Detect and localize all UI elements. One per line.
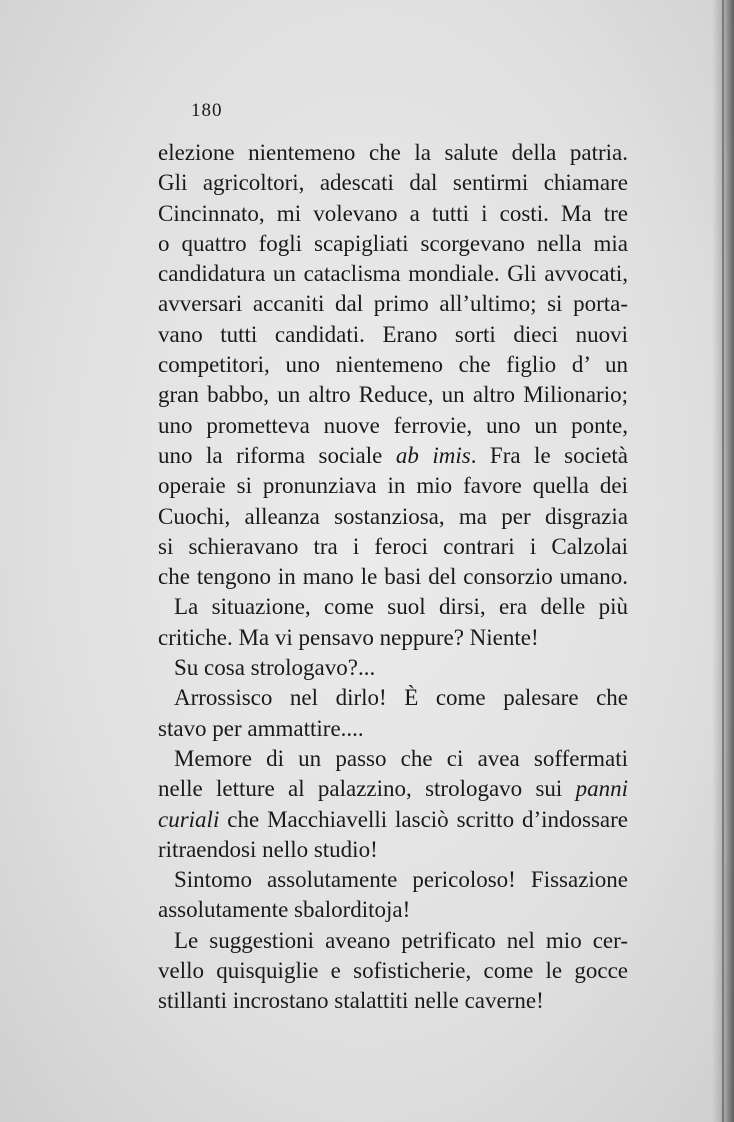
line-text: uno la riforma sociale <box>158 442 396 468</box>
text-line <box>158 502 628 532</box>
text-line <box>158 895 628 925</box>
text-line <box>158 168 628 198</box>
italic-text: ab imis <box>395 442 471 468</box>
text-line <box>158 926 628 956</box>
line-text: nelle letture al palazzino, strologavo sui <box>158 776 563 802</box>
page-edge-line <box>722 0 724 1122</box>
line-text: . Fra le società <box>470 442 628 468</box>
line-text: La situazione, come suol dirsi, era delle più <box>174 594 628 620</box>
line-text: operaie si pronunziava in mio favore quella dei <box>158 473 628 499</box>
italic-text: panni <box>575 776 628 802</box>
text-line <box>158 380 628 410</box>
text-line <box>158 653 628 683</box>
line-text: che tengono in mano le basi del consorzio umano. <box>158 564 628 590</box>
line-text: Arrossisco nel dirlo! È come palesare che <box>174 685 628 711</box>
text-line <box>158 623 628 653</box>
line-text: uno prometteva nuove ferrovie, uno un ponte, <box>158 412 628 438</box>
text-line <box>158 289 628 319</box>
line-text: assolutamente sbalorditoja! <box>158 897 411 923</box>
text-line <box>158 592 628 622</box>
text-line <box>158 744 628 774</box>
line-text: vello quisquiglie e sofisticherie, come le gocce <box>158 958 628 984</box>
text-line <box>158 956 628 986</box>
line-text: Su cosa strologavo?... <box>174 655 376 681</box>
line-text: gran babbo, un altro Reduce, un altro Milionario; <box>158 382 628 408</box>
line-text: Cuochi, alleanza sostanziosa, ma per disgrazia <box>158 503 628 529</box>
line-text: stillanti incrostano stalattiti nelle caverne! <box>158 988 544 1014</box>
page-number: 180 <box>191 100 223 121</box>
line-text: competitori, uno nientemeno che figlio d’ un <box>158 352 628 378</box>
text-line <box>158 138 628 168</box>
line-text: elezione nientemeno che la salute della patria. <box>158 140 628 165</box>
text-line <box>158 986 628 1016</box>
text-line <box>158 199 628 229</box>
text-line <box>158 865 628 895</box>
line-text: candidatura un cataclisma mondiale. Gli avvocati, <box>158 261 628 287</box>
text-line <box>158 835 628 865</box>
line-text: Cincinnato, mi volevano a tutti i costi. Ma tre <box>158 200 628 226</box>
text-line <box>158 774 628 804</box>
text-line <box>158 259 628 289</box>
line-text: o quattro fogli scapigliati scorgevano nella mia <box>158 230 628 256</box>
text-line <box>158 805 628 835</box>
text-line <box>158 350 628 380</box>
line-text: stavo per ammattire.... <box>158 715 364 741</box>
text-line <box>158 411 628 441</box>
line-text: Le suggestioni aveano petrificato nel mio cer- <box>174 927 628 953</box>
line-text: critiche. Ma vi pensavo neppure? Niente! <box>158 624 539 650</box>
line-text: ritraendosi nello studio! <box>158 836 378 862</box>
line-text: si schieravano tra i feroci contrari i Calzolai <box>158 533 628 559</box>
body-text <box>158 138 628 1017</box>
line-text: Sintomo assolutamente pericoloso! Fissazione <box>174 867 628 893</box>
text-line <box>158 471 628 501</box>
text-line <box>158 320 628 350</box>
text-line <box>158 532 628 562</box>
text-line <box>158 229 628 259</box>
line-text: vano tutti candidati. Erano sorti dieci nuovi <box>158 321 628 347</box>
line-text: che Macchiavelli lasciò scritto d’indossare <box>219 806 628 832</box>
line-text: Memore di un passo che ci avea soffermati <box>174 745 628 771</box>
text-line <box>158 714 628 744</box>
line-text: avversari accaniti dal primo all’ultimo; si porta- <box>158 291 628 317</box>
italic-text: curiali <box>158 806 220 832</box>
line-text: Gli agricoltori, adescati dal sentirmi chiamare <box>158 170 628 196</box>
text-line <box>158 683 628 713</box>
text-line <box>158 562 628 592</box>
text-line <box>158 441 628 471</box>
